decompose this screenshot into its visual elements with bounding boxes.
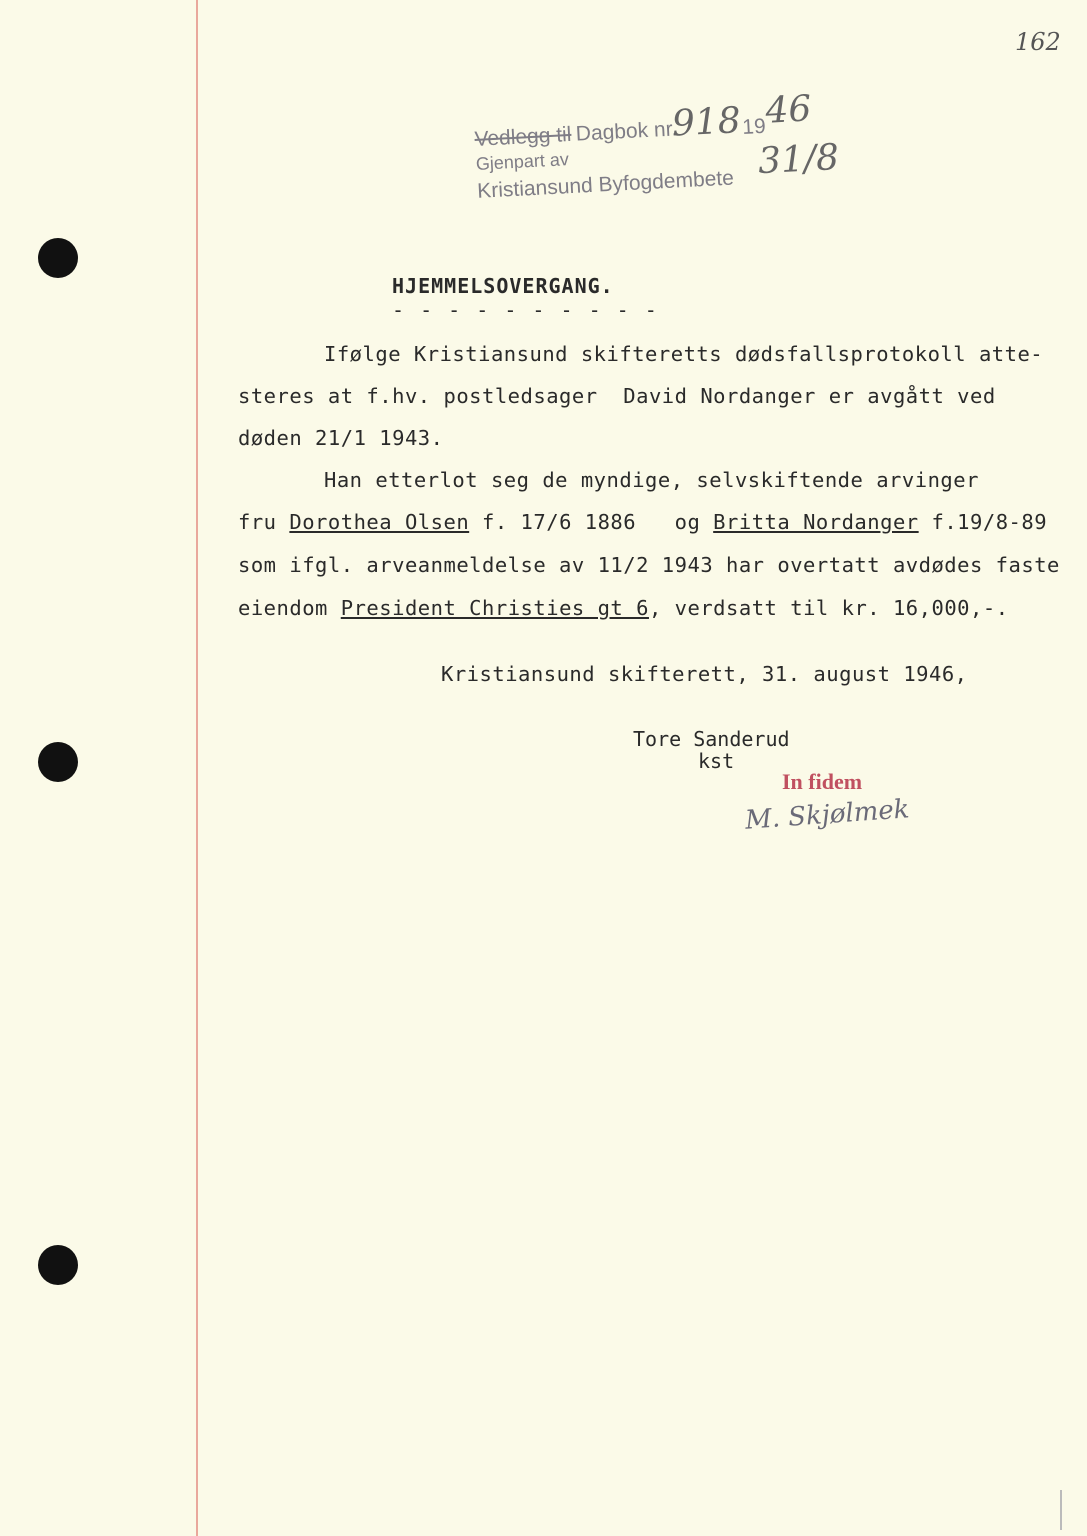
heir2-name: Britta Nordanger [713, 510, 919, 534]
property-address: President Christies gt 6 [340, 596, 649, 620]
stamp-dagbok-number: 918 [670, 100, 742, 145]
punch-hole [38, 742, 78, 782]
para1-line3: døden 21/1 1943. [238, 426, 444, 450]
signer-title: kst [698, 749, 735, 773]
para2-line2 [238, 510, 1047, 534]
stamp-year-prefix: 19 [741, 114, 767, 139]
stamp-attachment-label: Vedlegg til [474, 122, 572, 151]
para2-line1: Han etterlot seg de myndige, selvskiftende arvinger [324, 468, 979, 492]
signer-name: Tore Sanderud [633, 727, 790, 751]
stamp-office: Kristiansund Byfogdembete [476, 166, 735, 203]
para2-line3: som ifgl. arveanmeldelse av 11/2 1943 har overtatt avdødes faste [238, 553, 1060, 577]
para2-line4-post: , verdsatt til kr. 16,000,-. [648, 596, 1009, 620]
para1-line2: steres at f.hv. postledsager David Nordanger er avgått ved [238, 384, 996, 408]
heir2-born: f.19/8-89 [918, 510, 1048, 534]
para1-line1: Ifølge Kristiansund skifteretts dødsfallsprotokoll atte- [324, 342, 1044, 366]
para2-line2-pre: fru [238, 510, 290, 534]
para2-line4-pre: eiendom [238, 596, 341, 620]
punch-hole [38, 1245, 78, 1285]
heir1-born: f. 17/6 1886 og [469, 510, 714, 534]
corner-mark [1060, 1490, 1062, 1530]
stamp-year-suffix: 46 [764, 88, 813, 132]
handwritten-signature: M. Skjølmek [744, 794, 911, 836]
page-number: 162 [1015, 28, 1061, 56]
heir1-name: Dorothea Olsen [289, 510, 470, 534]
margin-line [196, 0, 198, 1536]
para2-line4 [238, 596, 1009, 620]
document-title: HJEMMELSOVERGANG. [392, 274, 614, 298]
stamp-date: 31/8 [757, 136, 840, 183]
in-fidem-stamp: In fidem [782, 769, 863, 794]
place-date: Kristiansund skifterett, 31. august 1946, [441, 662, 968, 686]
title-underline: - - - - - - - - - - [392, 298, 659, 322]
punch-hole [38, 238, 78, 278]
stamp-dagbok-label: Dagbok nr. [575, 117, 678, 146]
stamp-copy-label: Gjenpart av [475, 149, 570, 174]
registration-stamp [474, 88, 840, 206]
